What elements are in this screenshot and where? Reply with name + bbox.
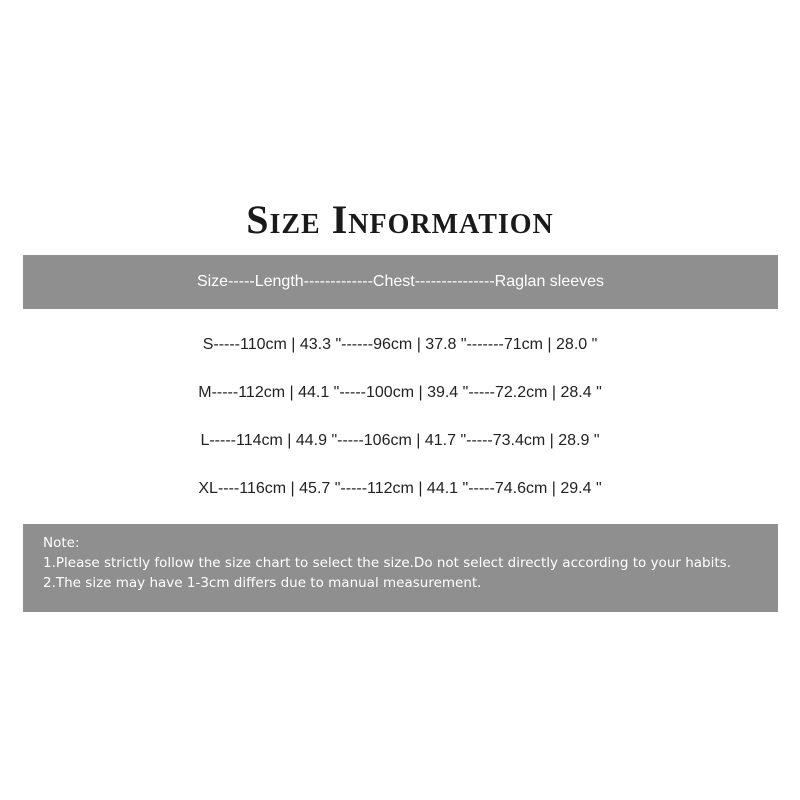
size-row-xl: XL----116cm | 45.7 "-----112cm | 44.1 "-----74.6cm | 29.4 " <box>198 480 602 497</box>
size-row-s: S-----110cm | 43.3 "------96cm | 37.8 "-------71cm | 28.0 " <box>202 336 598 353</box>
note-item-1: 1.Please strictly follow the size chart to select the size.Do not select directly according to your habits. <box>43 555 731 571</box>
note-item-2: 2.The size may have 1-3cm differs due to manual measurement. <box>43 575 482 591</box>
size-table-header-text: Size-----Length-------------Chest---------------Raglan sleeves <box>196 273 605 290</box>
size-row-m: M-----112cm | 44.1 "-----100cm | 39.4 "-----72.2cm | 28.4 " <box>198 384 602 401</box>
note-label: Note: <box>43 535 80 551</box>
size-table-rows <box>0 333 800 525</box>
size-row-l: L-----114cm | 44.9 "-----106cm | 41.7 "-----73.4cm | 28.9 " <box>200 432 600 449</box>
size-table-header <box>23 255 778 309</box>
page-title: Size Information <box>246 197 554 242</box>
note-box <box>23 524 778 612</box>
